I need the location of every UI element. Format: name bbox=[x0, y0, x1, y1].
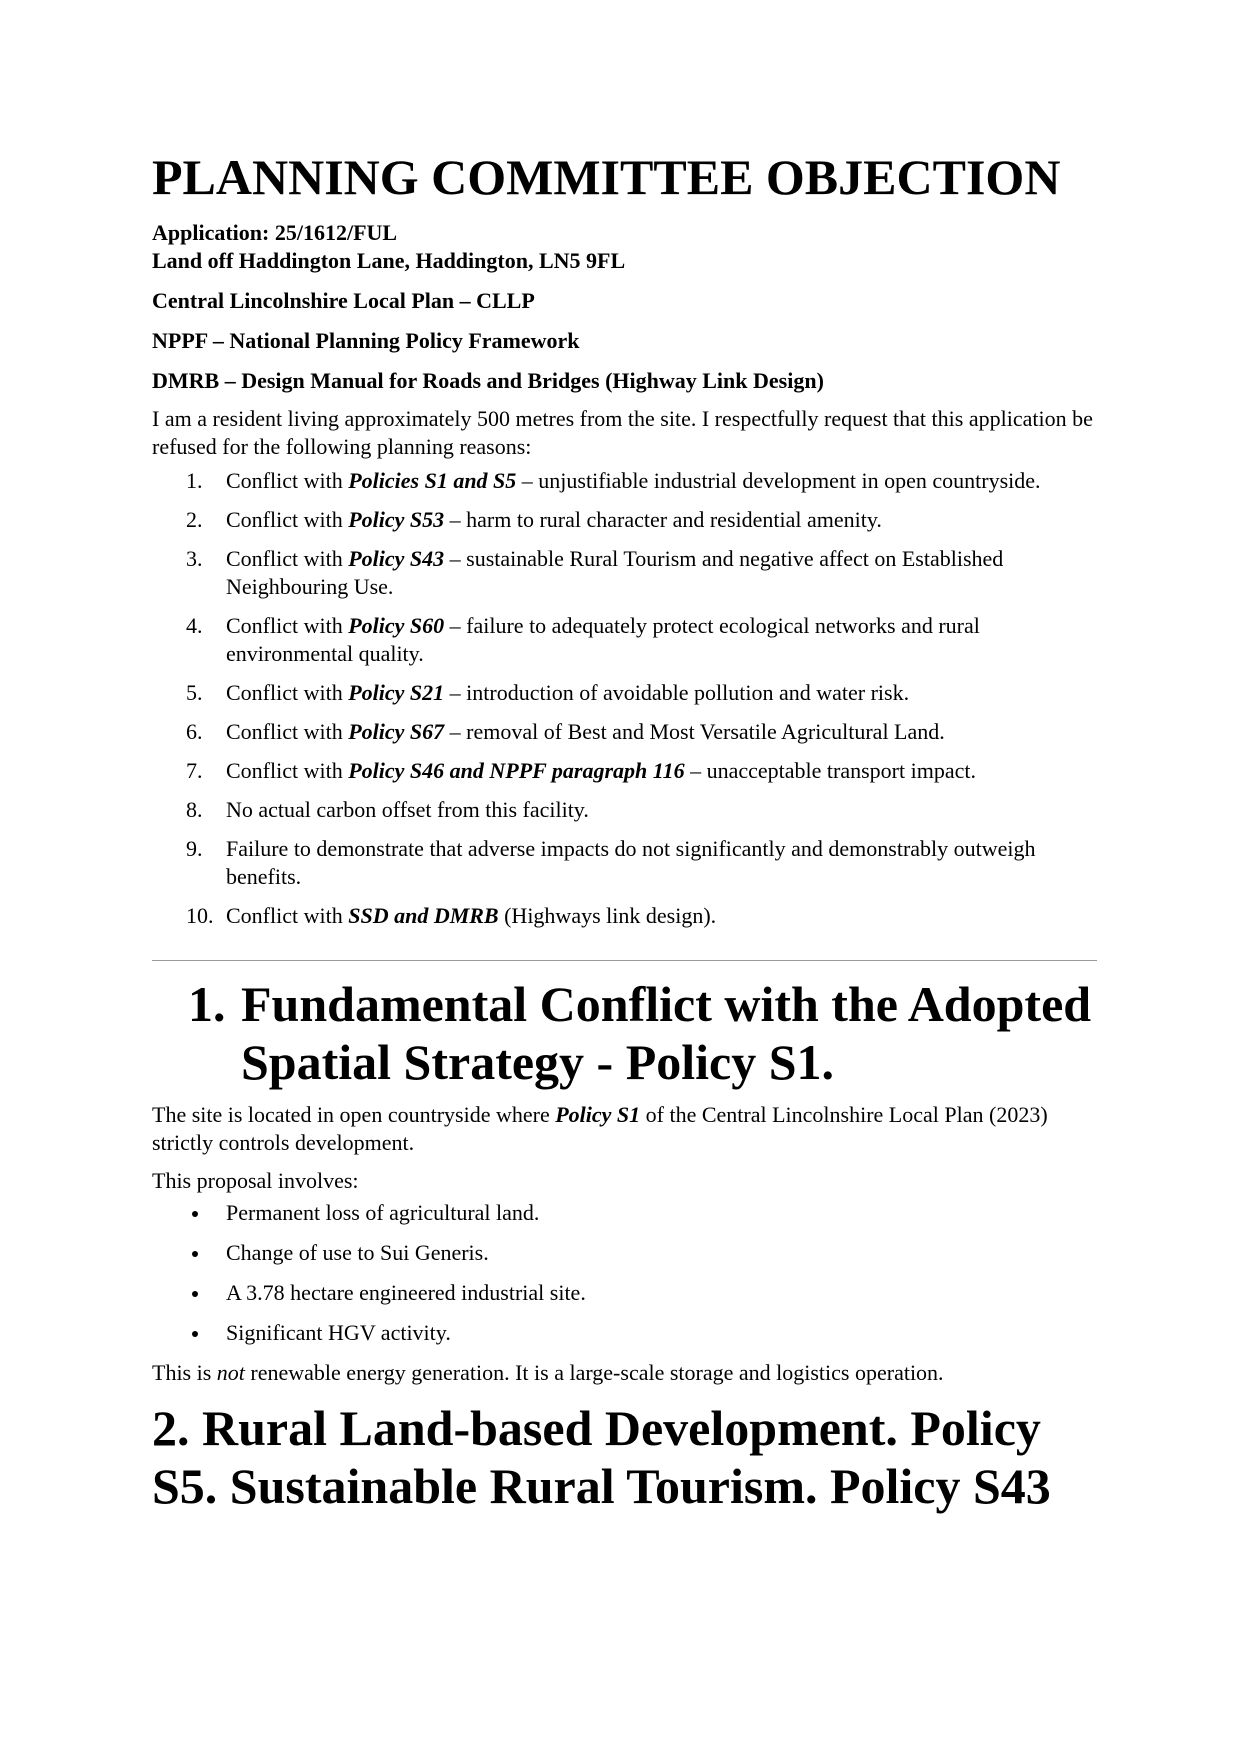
intro-paragraph: I am a resident living approximately 500 metres from the site. I respectfully request that this application be refused for the following planning reasons: bbox=[152, 406, 1093, 459]
reason-number: 8. bbox=[186, 797, 203, 822]
site-address: Land off Haddington Lane, Haddington, LN5 9FL bbox=[152, 248, 626, 273]
reason-number: 2. bbox=[186, 507, 203, 532]
section-1-paragraph: The site is located in open countryside where Policy S1 of the Central Lincolnshire Local Plan (2023) strictly controls development. bbox=[152, 1102, 1048, 1155]
abbreviation-cllp: Central Lincolnshire Local Plan – CLLP bbox=[152, 288, 535, 313]
reason-number: 5. bbox=[186, 680, 203, 705]
reason-item: 4. Conflict with Policy S60 – failure to adequately protect ecological networks and rural environmental quality. bbox=[186, 613, 980, 666]
reason-number: 7. bbox=[186, 758, 203, 783]
reason-item: 2. Conflict with Policy S53 – harm to rural character and residential amenity. bbox=[186, 507, 882, 532]
emphasis-not: not bbox=[216, 1360, 245, 1385]
bullet-item: Permanent loss of agricultural land. bbox=[152, 1199, 1097, 1227]
reason-item: 7. Conflict with Policy S46 and NPPF paragraph 116 – unacceptable transport impact. bbox=[186, 758, 976, 783]
reason-item: 10. Conflict with SSD and DMRB (Highways link design). bbox=[186, 903, 717, 928]
policy-reference: Policies S1 and S5 bbox=[348, 468, 517, 493]
reason-number: 4. bbox=[186, 613, 203, 638]
abbreviation-nppf: NPPF – National Planning Policy Framework bbox=[152, 328, 580, 353]
bullet-item: Change of use to Sui Generis. bbox=[152, 1239, 1097, 1267]
reason-number: 9. bbox=[186, 836, 203, 861]
policy-reference: Policy S21 bbox=[348, 680, 445, 705]
reason-number: 3. bbox=[186, 546, 203, 571]
document-title: PLANNING COMMITTEE OBJECTION bbox=[152, 149, 1061, 205]
reason-item: 8. No actual carbon offset from this facility. bbox=[186, 797, 589, 822]
reason-item: 9. Failure to demonstrate that adverse impacts do not significantly and demonstrably outweigh benefits. bbox=[186, 836, 1036, 889]
abbreviation-dmrb: DMRB – Design Manual for Roads and Bridges (Highway Link Design) bbox=[152, 368, 824, 393]
bullet-icon bbox=[192, 1251, 198, 1257]
policy-reference: Policy S1 bbox=[555, 1102, 641, 1127]
policy-reference: Policy S46 and NPPF paragraph 116 bbox=[348, 758, 685, 783]
bullet-icon bbox=[192, 1211, 198, 1217]
reasons-list bbox=[152, 467, 1097, 930]
reason-item: 3. Conflict with Policy S43 – sustainable Rural Tourism and negative affect on Established Neighbouring Use. bbox=[186, 546, 1004, 599]
document-page bbox=[152, 150, 1097, 1515]
application-reference: Application: 25/1612/FUL bbox=[152, 220, 398, 245]
proposal-involves-label: This proposal involves: bbox=[152, 1168, 359, 1193]
section-divider bbox=[152, 960, 1097, 961]
bullet-item: Significant HGV activity. bbox=[152, 1319, 1097, 1347]
reason-item: 1. Conflict with Policies S1 and S5 – unjustifiable industrial development in open countryside. bbox=[186, 468, 1041, 493]
proposal-bullet-list bbox=[152, 1199, 1097, 1347]
bullet-icon bbox=[192, 1291, 198, 1297]
policy-reference: Policy S43 bbox=[348, 546, 445, 571]
policy-reference: SSD and DMRB bbox=[348, 903, 499, 928]
reason-number: 1. bbox=[186, 468, 203, 493]
policy-reference: Policy S60 bbox=[348, 613, 445, 638]
reason-item: 5. Conflict with Policy S21 – introduction of avoidable pollution and water risk. bbox=[186, 680, 910, 705]
policy-reference: Policy S67 bbox=[348, 719, 445, 744]
section-1-heading-text: Fundamental Conflict with the Adopted Spatial Strategy - Policy S1. bbox=[241, 976, 1092, 1090]
reason-item: 6. Conflict with Policy S67 – removal of Best and Most Versatile Agricultural Land. bbox=[186, 719, 945, 744]
section-1-heading bbox=[152, 975, 1097, 1091]
reason-number: 10. bbox=[186, 903, 214, 928]
bullet-icon bbox=[192, 1331, 198, 1337]
reason-number: 6. bbox=[186, 719, 203, 744]
bullet-item: A 3.78 hectare engineered industrial site. bbox=[152, 1279, 1097, 1307]
policy-reference: Policy S53 bbox=[348, 507, 445, 532]
section-1-closing: This is not renewable energy generation. It is a large-scale storage and logistics operation. bbox=[152, 1360, 944, 1385]
section-number: 1. bbox=[188, 976, 226, 1032]
section-2-heading: 2. Rural Land-based Development. Policy S5. Sustainable Rural Tourism. Policy S43 bbox=[152, 1400, 1051, 1514]
